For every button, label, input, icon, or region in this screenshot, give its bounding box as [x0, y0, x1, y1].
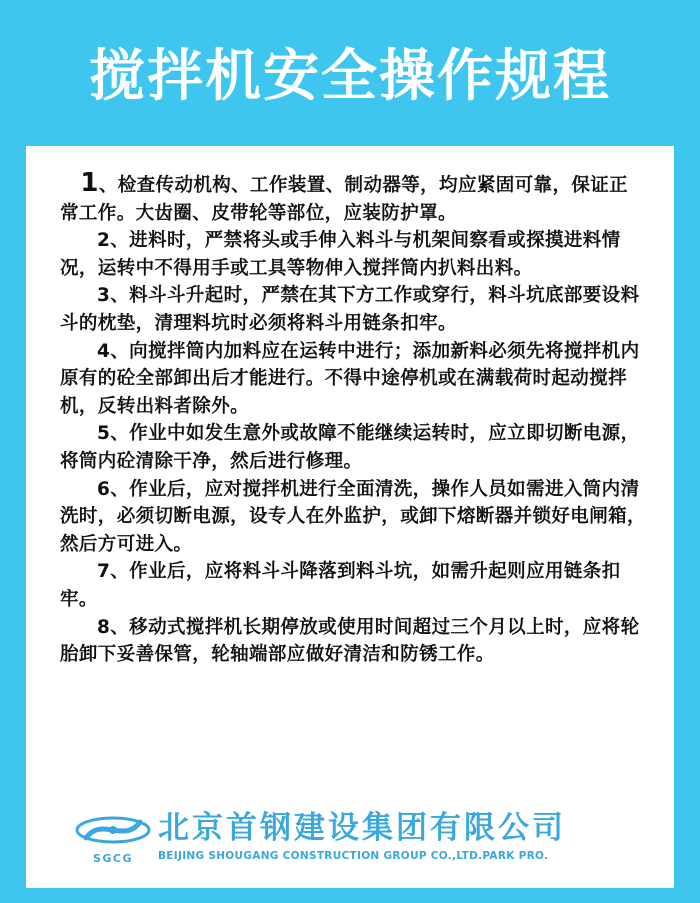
logo-text: SGCG [92, 852, 134, 865]
rule-item [60, 420, 646, 475]
company-logo [72, 812, 154, 868]
rule-number: 7 [97, 561, 111, 583]
rule-item [60, 282, 646, 337]
company-footer [72, 808, 662, 868]
rule-text: 、作业后，应将料斗斗降落到料斗坑，如需升起则应用链条扣牢。 [60, 561, 621, 610]
rule-text: 、移动式搅拌机长期停放或使用时间超过三个月以上时，应将轮胎卸下妥善保管，轮轴端部应做好清洁和防锈工作。 [60, 616, 640, 666]
rule-text: 、料斗斗升起时，严禁在其下方工作或穿行，料斗坑底部要设料斗的枕垫，清理料坑时必须将料斗用链条扣牢。 [60, 285, 640, 334]
sign-title: 搅拌机安全操作规程 [89, 44, 611, 109]
rules-list [60, 170, 646, 669]
rule-number: 5 [97, 423, 111, 445]
company-name-english: BEIJING SHOUGANG CONSTRUCTION GROUP CO.,LTD.PARK PRO. [158, 850, 549, 862]
rule-number: 4 [97, 340, 111, 362]
rule-item [60, 614, 646, 669]
sgcg-logo-icon [72, 812, 154, 852]
rule-number: 6 [97, 478, 111, 500]
rule-text: 、作业中如发生意外或故障不能继续运转时，应立即切断电源，将筒内砼清除干净，然后进行修理。 [60, 423, 640, 472]
rule-number: 3 [97, 285, 111, 307]
company-name-chinese: 北京首钢建设集团有限公司 [158, 810, 566, 846]
rule-number: 8 [97, 616, 111, 638]
rule-text: 、向搅拌筒内加料应在运转中进行；添加新料必须先将搅拌机内原有的砼全部卸出后才能进行。不得中途停机或在满载荷时起动搅拌机，反转出料者除外。 [60, 340, 640, 417]
rule-text: 、作业后，应对搅拌机进行全面清洗，操作人员如需进入筒内清洗时，必须切断电源，设专人在外监护，或卸下熔断器并锁好电闸箱，然后方可进入。 [60, 478, 646, 555]
rule-item [60, 558, 646, 613]
rule-number: 1 [80, 168, 99, 198]
content-panel [26, 146, 674, 888]
rule-text: 、进料时，严禁将头或手伸入料斗与机架间察看或探摸进料情况，运转中不得用手或工具等物伸入搅拌筒内扒料出料。 [60, 230, 621, 279]
rule-item [60, 338, 646, 421]
rule-item [60, 476, 646, 559]
rule-item [60, 170, 646, 227]
rule-item [60, 227, 646, 282]
rule-text: 、检查传动机构、工作装置、制动器等，均应紧固可靠，保证正常工作。大齿圈、皮带轮等部位，应装防护罩。 [60, 175, 629, 224]
rule-number: 2 [97, 230, 111, 252]
